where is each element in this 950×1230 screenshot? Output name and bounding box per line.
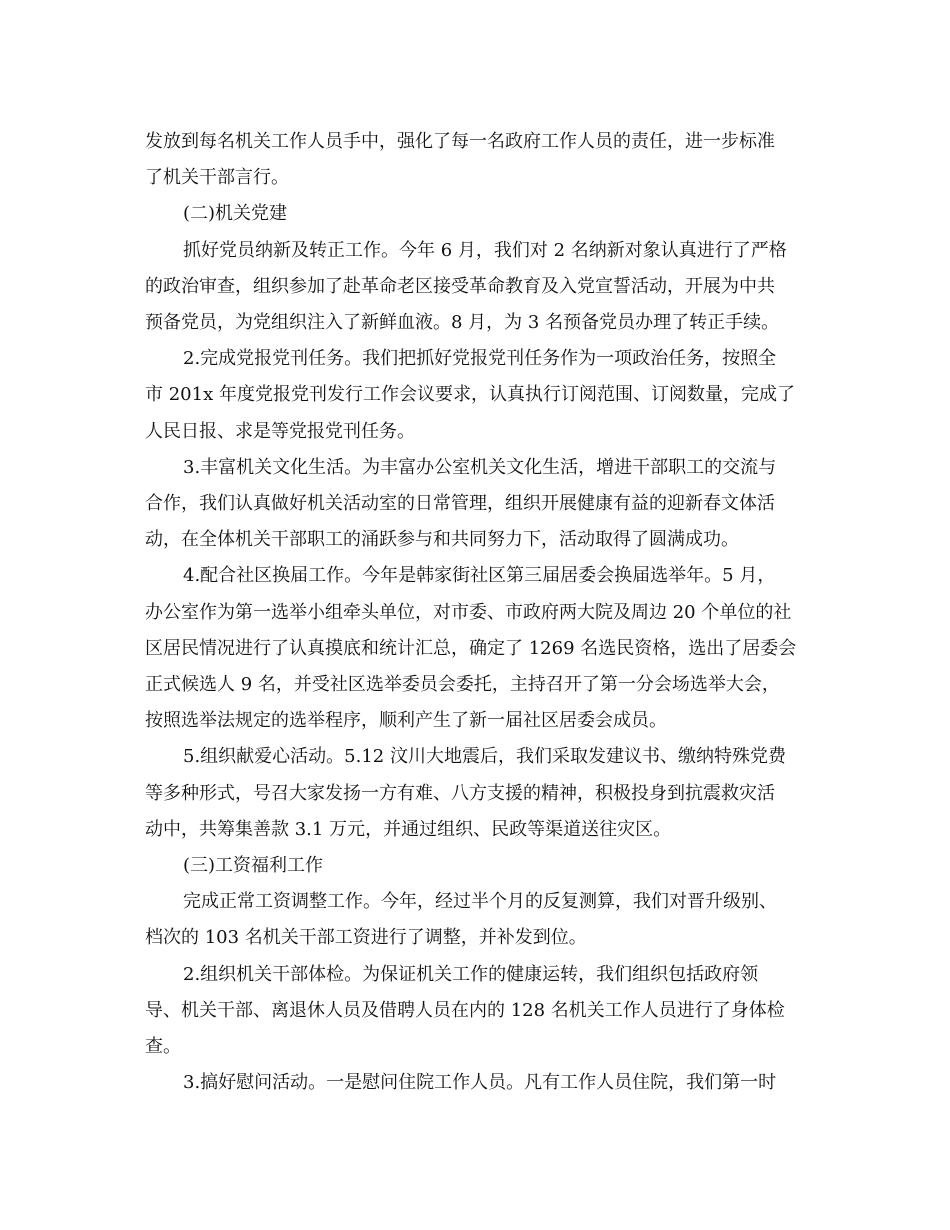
paragraph-continuation xyxy=(145,124,807,196)
text-line: 发放到每名机关工作人员手中，强化了每一名政府工作人员的责任，进一步标准 xyxy=(145,131,775,152)
section-heading-wages-welfare xyxy=(145,848,807,884)
text-line: 3.丰富机关文化生活。为丰富办公室机关文化生活，增进干部职工的交流与 xyxy=(183,456,777,478)
text-line: 4.配合社区换届工作。今年是韩家街社区第三届居委会换届选举年。5 月， xyxy=(183,565,776,587)
text-line: 档次的 103 名机关干部工资进行了调整，并补发到位。 xyxy=(145,927,587,949)
text-line: 的政治审查，组织参加了赴革命老区接受革命教育及入党宣誓活动，开展为中共 xyxy=(145,275,775,297)
text-line: 区居民情况进行了认真摸底和统计汇总，确定了 1269 名选民资格，选出了居委会 xyxy=(145,637,797,659)
text-line: 合作，我们认真做好机关活动室的日常管理，组织开展健康有益的迎新春文体活 xyxy=(145,493,775,515)
text-line: 人民日报、求是等党报党刊任务。 xyxy=(145,420,415,442)
heading-text: (三)工资福利工作 xyxy=(183,855,324,877)
text-line: 按照选举法规定的选举程序，顺利产生了新一届社区居委会成员。 xyxy=(145,710,667,732)
text-line: 动，在全体机关干部职工的涌跃参与和共同努力下，活动取得了圆满成功。 xyxy=(145,529,739,551)
paragraph xyxy=(145,450,807,559)
paragraph xyxy=(145,1065,807,1101)
text-line: 5.组织献爱心活动。5.12 汶川大地震后，我们采取发建议书、缴纳特殊党费 xyxy=(183,746,786,768)
text-line: 市 201x 年度党报党刊发行工作会议要求，认真执行订阅范围、订阅数量，完成了 xyxy=(145,384,795,406)
text-line: 抓好党员纳新及转正工作。今年 6 月，我们对 2 名纳新对象认真进行了严格 xyxy=(183,239,787,261)
text-line: 办公室作为第一选举小组牵头单位，对市委、市政府两大院及周边 20 个单位的社 xyxy=(145,601,792,623)
text-line: 查。 xyxy=(145,1036,181,1058)
text-line: 2.完成党报党刊任务。我们把抓好党报党刊任务作为一项政治任务，按照全 xyxy=(183,348,777,370)
text-line: 动中，共筹集善款 3.1 万元，并通过组织、民政等渠道送往灾区。 xyxy=(145,818,672,840)
document-page xyxy=(145,124,807,1101)
paragraph xyxy=(145,884,807,956)
paragraph xyxy=(145,957,807,1066)
text-line: 了机关干部言行。 xyxy=(145,167,289,189)
section-heading-party-building xyxy=(145,196,807,232)
paragraph xyxy=(145,341,807,450)
heading-text: (二)机关党建 xyxy=(183,203,288,225)
text-line: 预备党员，为党组织注入了新鲜血液。8 月，为 3 名预备党员办理了转正手续。 xyxy=(145,312,780,334)
text-line: 等多种形式，号召大家发扬一方有难、八方支援的精神，积极投身到抗震救灾活 xyxy=(145,782,775,804)
paragraph xyxy=(145,739,807,848)
text-line: 2.组织机关干部体检。为保证机关工作的健康运转，我们组织包括政府领 xyxy=(183,963,759,985)
text-line: 完成正常工资调整工作。今年，经过半个月的反复测算，我们对晋升级别、 xyxy=(183,891,777,913)
paragraph xyxy=(145,233,807,342)
text-line: 正式候选人 9 名，并受社区选举委员会委托，主持召开了第一分会场选举大会， xyxy=(145,674,780,696)
paragraph xyxy=(145,558,807,739)
text-line: 3.搞好慰问活动。一是慰问住院工作人员。凡有工作人员住院，我们第一时 xyxy=(183,1072,777,1094)
text-line: 导、机关干部、离退休人员及借聘人员在内的 128 名机关工作人员进行了身体检 xyxy=(145,999,785,1021)
